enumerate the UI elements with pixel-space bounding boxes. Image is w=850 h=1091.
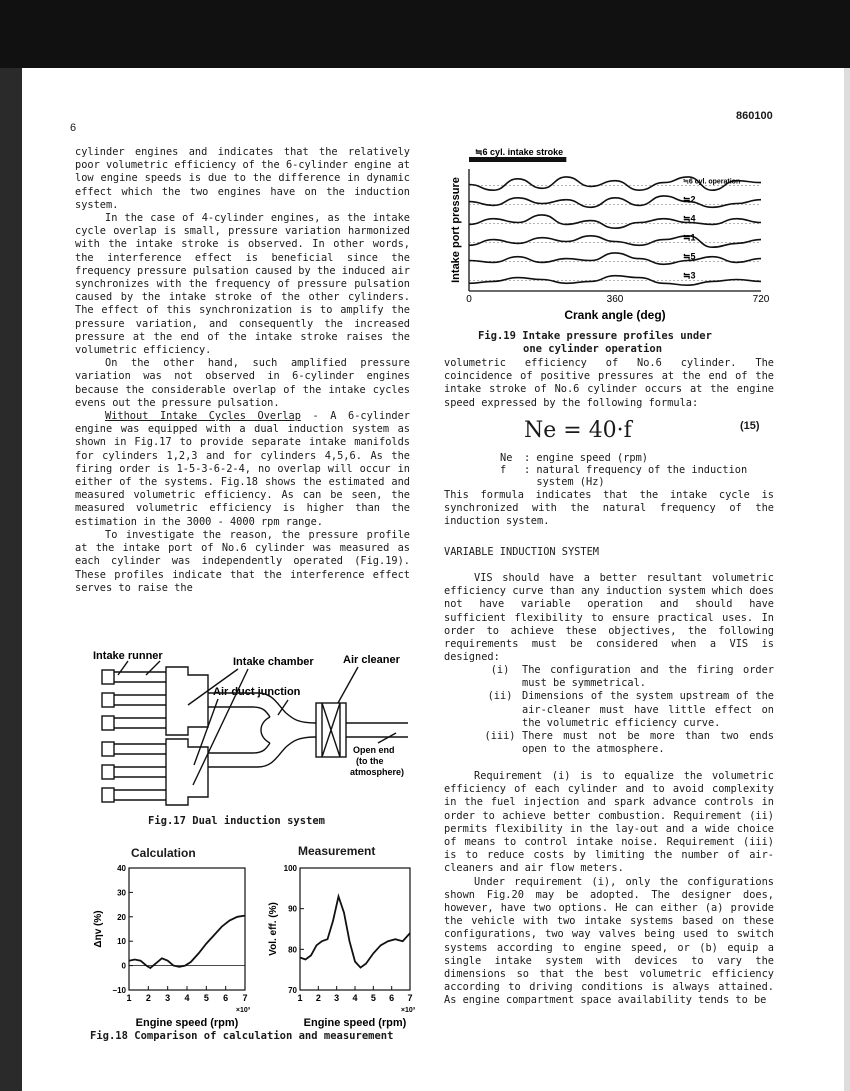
fig18-meas-title: Measurement: [298, 844, 376, 858]
left-paragraph: [75, 146, 410, 212]
requirement-number: (ii): [487, 690, 513, 703]
definition-text: system (Hz): [524, 476, 605, 488]
x-axis-label: Engine speed (rpm): [303, 1017, 407, 1029]
trace-label: ≒1: [683, 232, 696, 243]
definition-row: [500, 452, 747, 464]
x-tick-label: 1: [297, 993, 303, 1003]
plot-frame: [129, 868, 245, 990]
y-tick-label: 0: [121, 961, 126, 971]
y-tick-label: 10: [117, 937, 126, 947]
vis-intro-paragraph: VIS should have a better resultant volumetric efficiency curve than any induction system which does not have variable operation and should have sufficient flexibility to ensure practical uses. In order to achieve these objectives, the following requirements must be considered when a VIS is designed:: [444, 572, 774, 664]
x-tick-label: 4: [352, 993, 358, 1003]
pressure-trace: [469, 215, 761, 228]
definition-text: : engine speed (rpm): [524, 452, 648, 464]
label-intake-runner: Intake runner: [93, 650, 163, 662]
label-intake-chamber: Intake chamber: [233, 656, 314, 668]
trace-label: ≒6 cyl. operation: [683, 178, 741, 186]
x-tick-label: 4: [184, 993, 190, 1003]
y-tick-label: −10: [112, 986, 126, 995]
plot-frame: [300, 868, 410, 990]
paragraph-heading: Without Intake Cycles Overlap: [105, 410, 301, 423]
trace-label: ≒3: [683, 270, 696, 281]
paragraph-text: - A 6-cylinder engine was equipped with a dual induction system as shown in Fig.17 to provide separate intake manifolds for cylinders 1,2,3 and for cylinders 4,5,6. As the firing order is 1-5-3-6-2-4, no overlap will occur in either of the systems. Fig.18 shows the estimated and measured volumetric efficiency. As can be seen, the measured volumetric efficiency is higher than the estimation in the 3000 - 4000 rpm range.: [75, 410, 410, 528]
x-tick-label: 6: [389, 993, 395, 1003]
y-axis-label: Intake port pressure: [450, 177, 462, 283]
x-tick-label: 3: [334, 993, 340, 1003]
fig18-measurement-chart: [262, 862, 422, 1029]
x-axis-label: Crank angle (deg): [564, 308, 666, 322]
x-tick-label: 1: [126, 993, 132, 1003]
document-number: 860100: [736, 110, 773, 122]
label-open-end-3: atmosphere): [350, 767, 405, 777]
y-tick-label: 20: [117, 912, 126, 922]
paragraph-text: In the case of 4-cylinder engines, as the intake cycle overlap is small, pressure variation harmonized with the intake stroke is observed. In other words, the interference effect is beneficial since the frequency pressure pulsation caused by the induced air synchronizes with the frequency of pressure pulsation caused by the intake stroke of the other cylinders. The effect of this synchronization is to amplify the pressure variation, and consequently the increased pressure at the end of the intake stroke raises the volumetric efficiency.: [75, 212, 410, 357]
requirement-text: There must not be more than two ends open to the atmosphere.: [522, 730, 774, 756]
trace-label: ≒2: [683, 194, 696, 205]
x-tick-label: 5: [203, 993, 209, 1003]
requirement-item: [478, 730, 774, 756]
formula-definitions: [500, 452, 747, 488]
definition-symbol: f: [500, 464, 507, 476]
definition-symbol: Ne: [500, 452, 513, 464]
left-paragraph: [75, 529, 410, 595]
fig17-caption: Fig.17 Dual induction system: [148, 815, 326, 827]
section-heading: VARIABLE INDUCTION SYSTEM: [444, 546, 599, 558]
vis-intro: [444, 572, 774, 664]
intake-stroke-bar: [469, 157, 566, 162]
y-tick-label: 80: [288, 945, 297, 955]
requirement-number: (i): [490, 664, 510, 676]
y-tick-label: 90: [288, 904, 297, 914]
label-air-duct-junction: Air duct junction: [213, 686, 301, 698]
y-tick-label: 70: [288, 986, 297, 995]
req-para: Requirement (i) is to equalize the volumetric efficiency of each cylinder and to avoid complexity in the fuel injection and spark advance controls in order to achieve better combustion. Requirement (ii) permits flexibility in the lay-out and a wide choice of means to control intake noise. Requirement (iii) is to reduce costs by limiting the number of air-cleaners and air flow meters.: [444, 770, 774, 875]
page-number: 6: [70, 122, 77, 134]
final-para: Under requirement (i), only the configurations shown Fig.20 may be adopted. The designer does, however, have two options. He can either (a) provide the vehicle with two intake systems based on these configurations, two way valves being used to switch systems according to engine speed, or (b) equip a single intake system with devices to vary the dimensions so that the best volumetric efficiency according to driving conditions is always attained. As engine compartment space availability tends to be: [444, 875, 774, 1007]
requirement-number: (iii): [484, 730, 516, 743]
x-tick-label: 7: [407, 993, 413, 1003]
x-axis-label: Engine speed (rpm): [135, 1017, 239, 1029]
requirements-list: [478, 664, 774, 756]
requirement-text: The configuration and the firing order must be symmetrical.: [522, 664, 774, 690]
fig19-caption-line1: Fig.19 Intake pressure profiles under: [478, 330, 712, 342]
y-tick-label: 100: [283, 864, 297, 873]
label-open-end: Open end: [353, 745, 395, 755]
x-tick-label: 3: [165, 993, 171, 1003]
data-line: [129, 916, 245, 968]
fig19-caption-line2: one cylinder operation: [523, 343, 663, 355]
data-line: [300, 897, 410, 968]
definition-symbol: [500, 476, 524, 488]
scan-black-band: [0, 0, 850, 68]
right-column-top: volumetric efficiency of No.6 cylinder. The coincidence of positive pressures at the end of the intake stroke of No.6 cylinder occurs at the engine speed expressed by the following formula:: [444, 357, 774, 409]
definition-row: [500, 464, 747, 476]
trace-label: ≒5: [683, 251, 696, 262]
x-multiplier-label: ×10³: [400, 1007, 416, 1014]
paragraph-text: On the other hand, such amplified pressure variation was not observed in 6-cylinder engines because the considerable overlap of the intake cycles evens out the pressure pulsation.: [75, 357, 410, 409]
fig18-calc-title: Calculation: [131, 846, 196, 860]
x-tick-label: 360: [606, 294, 624, 305]
formula-number: (15): [740, 420, 760, 432]
pressure-trace: [469, 236, 761, 247]
left-column-text: [75, 146, 410, 595]
left-paragraph: [75, 410, 410, 529]
left-paragraph: [75, 212, 410, 357]
fig19-chart: [445, 145, 785, 325]
fig18-calculation-chart: [85, 862, 265, 1029]
label-air-cleaner: Air cleaner: [343, 654, 400, 666]
x-tick-label: 5: [370, 993, 376, 1003]
y-axis-label: Δηv (%): [93, 910, 104, 948]
fig17-diagram: [88, 645, 418, 810]
left-paragraph: [75, 357, 410, 410]
x-tick-label: 7: [242, 993, 248, 1003]
label-open-end-2: (to the: [356, 756, 384, 766]
definition-text: : natural frequency of the induction: [524, 464, 748, 476]
x-tick-label: 2: [315, 993, 321, 1003]
definition-row: [500, 476, 747, 488]
x-tick-label: 6: [223, 993, 229, 1003]
scan-left-edge: [0, 68, 22, 1091]
pressure-trace: [469, 253, 761, 264]
x-tick-label: 0: [466, 294, 472, 305]
requirement-item: [478, 664, 774, 690]
trace-label: ≒4: [683, 213, 696, 224]
paragraph-text: To investigate the reason, the pressure profile at the intake port of No.6 cylinder was measured as each cylinder was independently operated (Fig.19). These profiles indicate that the interference effect serves to raise the: [75, 528, 410, 594]
x-multiplier-label: ×10³: [235, 1007, 251, 1014]
x-tick-label: 2: [145, 993, 151, 1003]
scan-right-edge: [844, 68, 850, 1091]
formula: Ne = 40·f: [524, 418, 632, 443]
paragraph-text: cylinder engines and indicates that the relatively poor volumetric efficiency of the 6-cylinder engine at low engine speeds is due to the difference in dynamic effect which the two engines have on the induction system.: [75, 146, 410, 211]
y-axis-label: Vol. eff. (%): [268, 902, 279, 956]
requirement-item: [478, 690, 774, 730]
fig18-caption: Fig.18 Comparison of calculation and measurement: [90, 1030, 394, 1042]
intake-stroke-label: ≒6 cyl. intake stroke: [475, 147, 564, 157]
y-tick-label: 40: [117, 864, 126, 873]
x-tick-label: 720: [752, 294, 770, 305]
y-tick-label: 30: [117, 888, 126, 898]
requirements-paragraph: [444, 770, 774, 1008]
requirement-text: Dimensions of the system upstream of the air-cleaner must have little effect on the volumetric efficiency curve.: [522, 690, 774, 729]
pressure-trace: [469, 196, 761, 207]
right-after-formula: This formula indicates that the intake cycle is synchronized with the natural frequency of the induction system.: [444, 489, 774, 528]
